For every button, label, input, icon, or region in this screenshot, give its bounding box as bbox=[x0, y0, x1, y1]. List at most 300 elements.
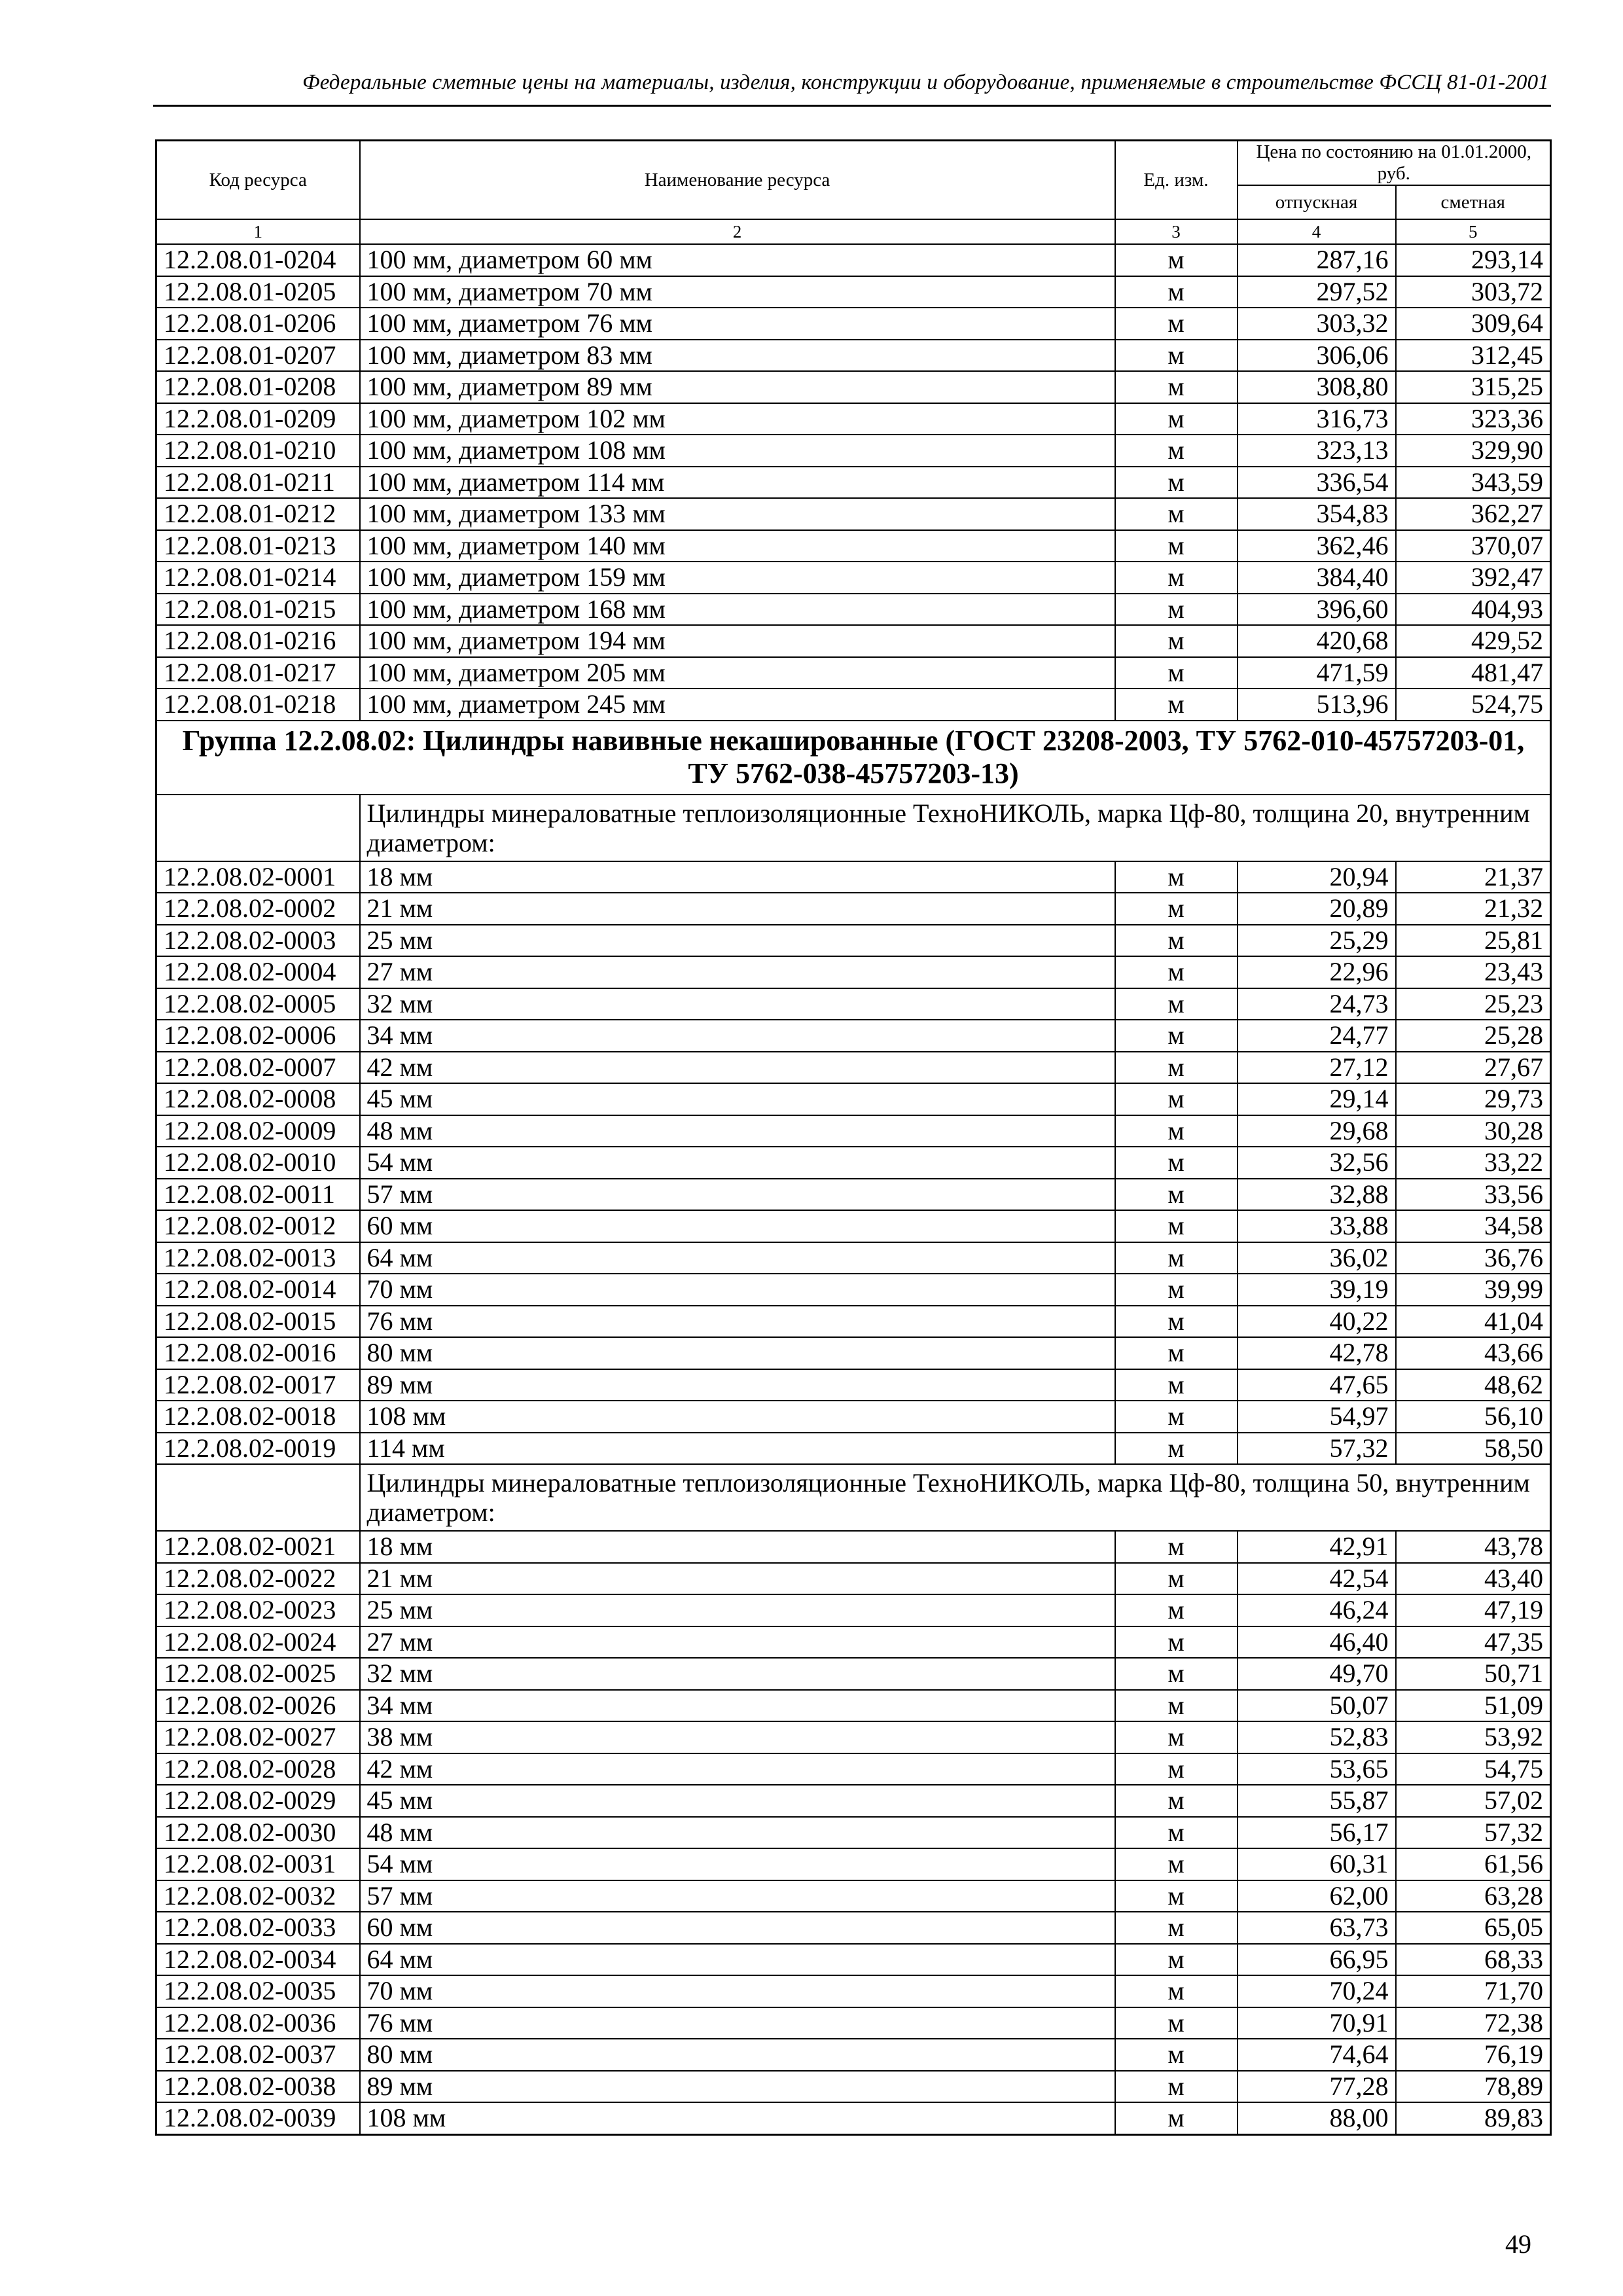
resource-name: 27 мм bbox=[360, 1626, 1115, 1659]
unit: м bbox=[1115, 1020, 1238, 1052]
release-price: 32,88 bbox=[1238, 1179, 1396, 1211]
group-heading-row bbox=[156, 721, 1551, 795]
price-table bbox=[155, 139, 1552, 2136]
resource-code: 12.2.08.02-0029 bbox=[156, 1785, 360, 1817]
estimate-price: 25,28 bbox=[1396, 1020, 1551, 1052]
unit: м bbox=[1115, 625, 1238, 657]
table-row bbox=[156, 276, 1551, 308]
table-row bbox=[156, 2071, 1551, 2103]
resource-code: 12.2.08.02-0006 bbox=[156, 1020, 360, 1052]
resource-code: 12.2.08.01-0213 bbox=[156, 530, 360, 562]
table-row bbox=[156, 1531, 1551, 1563]
estimate-price: 47,35 bbox=[1396, 1626, 1551, 1659]
estimate-price: 312,45 bbox=[1396, 340, 1551, 372]
resource-code: 12.2.08.01-0218 bbox=[156, 689, 360, 721]
resource-name: 100 мм, диаметром 76 мм bbox=[360, 308, 1115, 340]
resource-code: 12.2.08.02-0028 bbox=[156, 1753, 360, 1785]
resource-code: 12.2.08.02-0027 bbox=[156, 1721, 360, 1753]
table-row bbox=[156, 467, 1551, 499]
unit: м bbox=[1115, 1274, 1238, 1306]
resource-code: 12.2.08.01-0215 bbox=[156, 594, 360, 626]
resource-name: 89 мм bbox=[360, 2071, 1115, 2103]
resource-code: 12.2.08.01-0207 bbox=[156, 340, 360, 372]
resource-code: 12.2.08.01-0216 bbox=[156, 625, 360, 657]
unit: м bbox=[1115, 1401, 1238, 1433]
release-price: 46,40 bbox=[1238, 1626, 1396, 1659]
estimate-price: 315,25 bbox=[1396, 371, 1551, 403]
resource-name: 32 мм bbox=[360, 988, 1115, 1020]
table-row bbox=[156, 1179, 1551, 1211]
unit: м bbox=[1115, 2102, 1238, 2134]
unit: м bbox=[1115, 1433, 1238, 1465]
release-price: 62,00 bbox=[1238, 1880, 1396, 1912]
release-price: 303,32 bbox=[1238, 308, 1396, 340]
release-price: 42,54 bbox=[1238, 1563, 1396, 1595]
release-price: 29,14 bbox=[1238, 1083, 1396, 1115]
resource-code: 12.2.08.02-0036 bbox=[156, 2007, 360, 2039]
release-price: 70,91 bbox=[1238, 2007, 1396, 2039]
resource-name: 57 мм bbox=[360, 1179, 1115, 1211]
resource-code: 12.2.08.01-0205 bbox=[156, 276, 360, 308]
release-price: 40,22 bbox=[1238, 1306, 1396, 1338]
resource-code: 12.2.08.02-0033 bbox=[156, 1912, 360, 1944]
group-heading: Группа 12.2.08.02: Цилиндры навивные некашированные (ГОСТ 23208-2003, ТУ 5762-010-45757203-01, ТУ 5762-038-45757203-13) bbox=[156, 721, 1551, 795]
resource-code: 12.2.08.02-0018 bbox=[156, 1401, 360, 1433]
unit: м bbox=[1115, 861, 1238, 893]
unit: м bbox=[1115, 1594, 1238, 1626]
unit: м bbox=[1115, 1975, 1238, 2007]
release-price: 336,54 bbox=[1238, 467, 1396, 499]
estimate-price: 329,90 bbox=[1396, 435, 1551, 467]
table-row bbox=[156, 1658, 1551, 1690]
unit: м bbox=[1115, 1210, 1238, 1242]
resource-code: 12.2.08.02-0005 bbox=[156, 988, 360, 1020]
release-price: 287,16 bbox=[1238, 244, 1396, 276]
table-row bbox=[156, 1848, 1551, 1880]
release-price: 20,89 bbox=[1238, 893, 1396, 925]
resource-code: 12.2.08.02-0022 bbox=[156, 1563, 360, 1595]
release-price: 471,59 bbox=[1238, 657, 1396, 689]
resource-name: 70 мм bbox=[360, 1274, 1115, 1306]
resource-name: 57 мм bbox=[360, 1880, 1115, 1912]
unit: м bbox=[1115, 1944, 1238, 1976]
estimate-price: 43,66 bbox=[1396, 1337, 1551, 1369]
table-row bbox=[156, 1690, 1551, 1722]
table-row bbox=[156, 2007, 1551, 2039]
unit: м bbox=[1115, 1817, 1238, 1849]
release-price: 24,77 bbox=[1238, 1020, 1396, 1052]
release-price: 70,24 bbox=[1238, 1975, 1396, 2007]
release-price: 354,83 bbox=[1238, 498, 1396, 530]
subgroup-description: Цилиндры минераловатные теплоизоляционные ТехноНИКОЛЬ, марка Цф-80, толщина 50, внутренним диаметром: bbox=[360, 1464, 1551, 1531]
resource-code: 12.2.08.02-0007 bbox=[156, 1052, 360, 1084]
resource-name: 108 мм bbox=[360, 2102, 1115, 2134]
column-number: 5 bbox=[1396, 219, 1551, 244]
header-estimate-price: сметная bbox=[1396, 185, 1551, 219]
release-price: 33,88 bbox=[1238, 1210, 1396, 1242]
resource-name: 100 мм, диаметром 83 мм bbox=[360, 340, 1115, 372]
column-number: 3 bbox=[1115, 219, 1238, 244]
release-price: 46,24 bbox=[1238, 1594, 1396, 1626]
estimate-price: 50,71 bbox=[1396, 1658, 1551, 1690]
table-row bbox=[156, 1594, 1551, 1626]
release-price: 66,95 bbox=[1238, 1944, 1396, 1976]
resource-code: 12.2.08.01-0217 bbox=[156, 657, 360, 689]
resource-name: 48 мм bbox=[360, 1115, 1115, 1147]
table-row bbox=[156, 1626, 1551, 1659]
estimate-price: 30,28 bbox=[1396, 1115, 1551, 1147]
release-price: 53,65 bbox=[1238, 1753, 1396, 1785]
resource-name: 100 мм, диаметром 60 мм bbox=[360, 244, 1115, 276]
table-row bbox=[156, 1083, 1551, 1115]
table-row bbox=[156, 1210, 1551, 1242]
unit: м bbox=[1115, 1880, 1238, 1912]
resource-name: 38 мм bbox=[360, 1721, 1115, 1753]
table-row bbox=[156, 1912, 1551, 1944]
resource-name: 27 мм bbox=[360, 956, 1115, 988]
resource-name: 100 мм, диаметром 133 мм bbox=[360, 498, 1115, 530]
release-price: 74,64 bbox=[1238, 2039, 1396, 2071]
resource-code: 12.2.08.02-0015 bbox=[156, 1306, 360, 1338]
unit: м bbox=[1115, 988, 1238, 1020]
header-rule bbox=[153, 105, 1551, 107]
estimate-price: 25,81 bbox=[1396, 925, 1551, 957]
resource-name: 100 мм, диаметром 159 мм bbox=[360, 562, 1115, 594]
unit: м bbox=[1115, 308, 1238, 340]
release-price: 88,00 bbox=[1238, 2102, 1396, 2134]
page-number: 49 bbox=[1505, 2229, 1531, 2259]
resource-code: 12.2.08.02-0030 bbox=[156, 1817, 360, 1849]
table-row bbox=[156, 1242, 1551, 1274]
resource-name: 54 мм bbox=[360, 1147, 1115, 1179]
resource-name: 89 мм bbox=[360, 1369, 1115, 1401]
table-row bbox=[156, 1433, 1551, 1465]
release-price: 54,97 bbox=[1238, 1401, 1396, 1433]
unit: м bbox=[1115, 1369, 1238, 1401]
table-row bbox=[156, 956, 1551, 988]
resource-code: 12.2.08.02-0019 bbox=[156, 1433, 360, 1465]
resource-name: 34 мм bbox=[360, 1690, 1115, 1722]
unit: м bbox=[1115, 1052, 1238, 1084]
table-row bbox=[156, 594, 1551, 626]
resource-name: 108 мм bbox=[360, 1401, 1115, 1433]
subgroup-description: Цилиндры минераловатные теплоизоляционные ТехноНИКОЛЬ, марка Цф-80, толщина 20, внутренним диаметром: bbox=[360, 795, 1551, 861]
table-row bbox=[156, 925, 1551, 957]
empty-cell bbox=[156, 795, 360, 861]
resource-name: 25 мм bbox=[360, 1594, 1115, 1626]
table-row bbox=[156, 498, 1551, 530]
table-row bbox=[156, 988, 1551, 1020]
header-code: Код ресурса bbox=[156, 141, 360, 220]
unit: м bbox=[1115, 1083, 1238, 1115]
release-price: 55,87 bbox=[1238, 1785, 1396, 1817]
unit: м bbox=[1115, 1626, 1238, 1659]
resource-name: 54 мм bbox=[360, 1848, 1115, 1880]
release-price: 56,17 bbox=[1238, 1817, 1396, 1849]
estimate-price: 57,02 bbox=[1396, 1785, 1551, 1817]
resource-name: 114 мм bbox=[360, 1433, 1115, 1465]
estimate-price: 323,36 bbox=[1396, 403, 1551, 435]
resource-code: 12.2.08.02-0008 bbox=[156, 1083, 360, 1115]
table-row bbox=[156, 1020, 1551, 1052]
release-price: 49,70 bbox=[1238, 1658, 1396, 1690]
column-number: 4 bbox=[1238, 219, 1396, 244]
unit: м bbox=[1115, 530, 1238, 562]
resource-name: 100 мм, диаметром 70 мм bbox=[360, 276, 1115, 308]
resource-code: 12.2.08.01-0212 bbox=[156, 498, 360, 530]
resource-code: 12.2.08.02-0038 bbox=[156, 2071, 360, 2103]
table-row bbox=[156, 625, 1551, 657]
unit: м bbox=[1115, 467, 1238, 499]
estimate-price: 57,32 bbox=[1396, 1817, 1551, 1849]
estimate-price: 362,27 bbox=[1396, 498, 1551, 530]
resource-name: 34 мм bbox=[360, 1020, 1115, 1052]
release-price: 50,07 bbox=[1238, 1690, 1396, 1722]
resource-code: 12.2.08.02-0013 bbox=[156, 1242, 360, 1274]
column-number: 2 bbox=[360, 219, 1115, 244]
estimate-price: 23,43 bbox=[1396, 956, 1551, 988]
estimate-price: 21,32 bbox=[1396, 893, 1551, 925]
unit: м bbox=[1115, 276, 1238, 308]
release-price: 36,02 bbox=[1238, 1242, 1396, 1274]
resource-name: 18 мм bbox=[360, 1531, 1115, 1563]
unit: м bbox=[1115, 1147, 1238, 1179]
resource-code: 12.2.08.02-0012 bbox=[156, 1210, 360, 1242]
resource-code: 12.2.08.02-0011 bbox=[156, 1179, 360, 1211]
release-price: 308,80 bbox=[1238, 371, 1396, 403]
resource-name: 76 мм bbox=[360, 1306, 1115, 1338]
release-price: 32,56 bbox=[1238, 1147, 1396, 1179]
release-price: 27,12 bbox=[1238, 1052, 1396, 1084]
table-row bbox=[156, 1401, 1551, 1433]
estimate-price: 63,28 bbox=[1396, 1880, 1551, 1912]
table-row bbox=[156, 340, 1551, 372]
estimate-price: 36,76 bbox=[1396, 1242, 1551, 1274]
unit: м bbox=[1115, 1848, 1238, 1880]
estimate-price: 481,47 bbox=[1396, 657, 1551, 689]
release-price: 63,73 bbox=[1238, 1912, 1396, 1944]
release-price: 39,19 bbox=[1238, 1274, 1396, 1306]
estimate-price: 21,37 bbox=[1396, 861, 1551, 893]
resource-code: 12.2.08.02-0004 bbox=[156, 956, 360, 988]
resource-code: 12.2.08.01-0214 bbox=[156, 562, 360, 594]
estimate-price: 309,64 bbox=[1396, 308, 1551, 340]
unit: м bbox=[1115, 562, 1238, 594]
column-number: 1 bbox=[156, 219, 360, 244]
table-row bbox=[156, 1052, 1551, 1084]
table-row bbox=[156, 562, 1551, 594]
resource-name: 100 мм, диаметром 89 мм bbox=[360, 371, 1115, 403]
resource-name: 18 мм bbox=[360, 861, 1115, 893]
unit: м bbox=[1115, 1690, 1238, 1722]
resource-code: 12.2.08.02-0001 bbox=[156, 861, 360, 893]
estimate-price: 43,40 bbox=[1396, 1563, 1551, 1595]
release-price: 323,13 bbox=[1238, 435, 1396, 467]
release-price: 25,29 bbox=[1238, 925, 1396, 957]
resource-name: 25 мм bbox=[360, 925, 1115, 957]
resource-name: 42 мм bbox=[360, 1052, 1115, 1084]
resource-code: 12.2.08.02-0037 bbox=[156, 2039, 360, 2071]
release-price: 29,68 bbox=[1238, 1115, 1396, 1147]
table-row bbox=[156, 1306, 1551, 1338]
estimate-price: 370,07 bbox=[1396, 530, 1551, 562]
release-price: 20,94 bbox=[1238, 861, 1396, 893]
resource-name: 64 мм bbox=[360, 1944, 1115, 1976]
unit: м bbox=[1115, 498, 1238, 530]
unit: м bbox=[1115, 1115, 1238, 1147]
resource-code: 12.2.08.02-0032 bbox=[156, 1880, 360, 1912]
unit: м bbox=[1115, 689, 1238, 721]
table-row bbox=[156, 1369, 1551, 1401]
unit: м bbox=[1115, 435, 1238, 467]
table-row bbox=[156, 1721, 1551, 1753]
empty-cell bbox=[156, 1464, 360, 1531]
running-header: Федеральные сметные цены на материалы, изделия, конструкции и оборудование, применяемые в строительстве ФССЦ 81-01-2001 bbox=[302, 71, 1549, 94]
resource-name: 21 мм bbox=[360, 1563, 1115, 1595]
resource-code: 12.2.08.01-0211 bbox=[156, 467, 360, 499]
table-row bbox=[156, 244, 1551, 276]
table-row bbox=[156, 1274, 1551, 1306]
resource-name: 100 мм, диаметром 114 мм bbox=[360, 467, 1115, 499]
unit: м bbox=[1115, 1753, 1238, 1785]
estimate-price: 524,75 bbox=[1396, 689, 1551, 721]
resource-name: 32 мм bbox=[360, 1658, 1115, 1690]
resource-name: 100 мм, диаметром 102 мм bbox=[360, 403, 1115, 435]
unit: м bbox=[1115, 2007, 1238, 2039]
table-row bbox=[156, 1785, 1551, 1817]
resource-code: 12.2.08.01-0210 bbox=[156, 435, 360, 467]
release-price: 362,46 bbox=[1238, 530, 1396, 562]
estimate-price: 58,50 bbox=[1396, 1433, 1551, 1465]
estimate-price: 68,33 bbox=[1396, 1944, 1551, 1976]
table-row bbox=[156, 435, 1551, 467]
resource-code: 12.2.08.02-0016 bbox=[156, 1337, 360, 1369]
subgroup-row bbox=[156, 795, 1551, 861]
unit: м bbox=[1115, 1563, 1238, 1595]
estimate-price: 392,47 bbox=[1396, 562, 1551, 594]
estimate-price: 53,92 bbox=[1396, 1721, 1551, 1753]
resource-code: 12.2.08.01-0206 bbox=[156, 308, 360, 340]
release-price: 420,68 bbox=[1238, 625, 1396, 657]
resource-code: 12.2.08.02-0035 bbox=[156, 1975, 360, 2007]
table-row bbox=[156, 2102, 1551, 2134]
estimate-price: 61,56 bbox=[1396, 1848, 1551, 1880]
resource-name: 100 мм, диаметром 168 мм bbox=[360, 594, 1115, 626]
unit: м bbox=[1115, 1658, 1238, 1690]
resource-code: 12.2.08.02-0009 bbox=[156, 1115, 360, 1147]
estimate-price: 71,70 bbox=[1396, 1975, 1551, 2007]
resource-code: 12.2.08.02-0025 bbox=[156, 1658, 360, 1690]
estimate-price: 39,99 bbox=[1396, 1274, 1551, 1306]
resource-name: 80 мм bbox=[360, 2039, 1115, 2071]
unit: м bbox=[1115, 594, 1238, 626]
estimate-price: 25,23 bbox=[1396, 988, 1551, 1020]
resource-name: 100 мм, диаметром 245 мм bbox=[360, 689, 1115, 721]
release-price: 384,40 bbox=[1238, 562, 1396, 594]
unit: м bbox=[1115, 956, 1238, 988]
resource-name: 100 мм, диаметром 205 мм bbox=[360, 657, 1115, 689]
resource-name: 70 мм bbox=[360, 1975, 1115, 2007]
unit: м bbox=[1115, 2071, 1238, 2103]
unit: м bbox=[1115, 1785, 1238, 1817]
table-row bbox=[156, 1944, 1551, 1976]
estimate-price: 34,58 bbox=[1396, 1210, 1551, 1242]
resource-name: 45 мм bbox=[360, 1083, 1115, 1115]
table-row bbox=[156, 1115, 1551, 1147]
estimate-price: 29,73 bbox=[1396, 1083, 1551, 1115]
resource-name: 42 мм bbox=[360, 1753, 1115, 1785]
estimate-price: 343,59 bbox=[1396, 467, 1551, 499]
resource-code: 12.2.08.02-0031 bbox=[156, 1848, 360, 1880]
unit: м bbox=[1115, 1242, 1238, 1274]
release-price: 513,96 bbox=[1238, 689, 1396, 721]
resource-name: 100 мм, диаметром 140 мм bbox=[360, 530, 1115, 562]
release-price: 297,52 bbox=[1238, 276, 1396, 308]
estimate-price: 27,67 bbox=[1396, 1052, 1551, 1084]
unit: м bbox=[1115, 1179, 1238, 1211]
header-unit: Ед. изм. bbox=[1115, 141, 1238, 220]
release-price: 42,91 bbox=[1238, 1531, 1396, 1563]
unit: м bbox=[1115, 1306, 1238, 1338]
release-price: 77,28 bbox=[1238, 2071, 1396, 2103]
release-price: 52,83 bbox=[1238, 1721, 1396, 1753]
estimate-price: 293,14 bbox=[1396, 244, 1551, 276]
release-price: 316,73 bbox=[1238, 403, 1396, 435]
release-price: 47,65 bbox=[1238, 1369, 1396, 1401]
unit: м bbox=[1115, 1337, 1238, 1369]
unit: м bbox=[1115, 1531, 1238, 1563]
resource-code: 12.2.08.02-0039 bbox=[156, 2102, 360, 2134]
header-price-group: Цена по состоянию на 01.01.2000, руб. bbox=[1238, 141, 1551, 186]
unit: м bbox=[1115, 2039, 1238, 2071]
table-row bbox=[156, 689, 1551, 721]
estimate-price: 33,22 bbox=[1396, 1147, 1551, 1179]
subgroup-row bbox=[156, 1464, 1551, 1531]
resource-code: 12.2.08.02-0002 bbox=[156, 893, 360, 925]
resource-name: 48 мм bbox=[360, 1817, 1115, 1849]
resource-code: 12.2.08.01-0209 bbox=[156, 403, 360, 435]
release-price: 22,96 bbox=[1238, 956, 1396, 988]
estimate-price: 48,62 bbox=[1396, 1369, 1551, 1401]
resource-name: 80 мм bbox=[360, 1337, 1115, 1369]
unit: м bbox=[1115, 403, 1238, 435]
resource-name: 76 мм bbox=[360, 2007, 1115, 2039]
estimate-price: 41,04 bbox=[1396, 1306, 1551, 1338]
estimate-price: 54,75 bbox=[1396, 1753, 1551, 1785]
unit: м bbox=[1115, 893, 1238, 925]
resource-code: 12.2.08.01-0204 bbox=[156, 244, 360, 276]
table-row bbox=[156, 1880, 1551, 1912]
resource-code: 12.2.08.02-0017 bbox=[156, 1369, 360, 1401]
estimate-price: 65,05 bbox=[1396, 1912, 1551, 1944]
resource-name: 64 мм bbox=[360, 1242, 1115, 1274]
release-price: 42,78 bbox=[1238, 1337, 1396, 1369]
header-release-price: отпускная bbox=[1238, 185, 1396, 219]
table-body bbox=[156, 244, 1551, 2134]
resource-code: 12.2.08.01-0208 bbox=[156, 371, 360, 403]
table-row bbox=[156, 403, 1551, 435]
resource-code: 12.2.08.02-0034 bbox=[156, 1944, 360, 1976]
resource-name: 100 мм, диаметром 108 мм bbox=[360, 435, 1115, 467]
unit: м bbox=[1115, 1721, 1238, 1753]
unit: м bbox=[1115, 244, 1238, 276]
estimate-price: 47,19 bbox=[1396, 1594, 1551, 1626]
header-name: Наименование ресурса bbox=[360, 141, 1115, 220]
estimate-price: 33,56 bbox=[1396, 1179, 1551, 1211]
estimate-price: 404,93 bbox=[1396, 594, 1551, 626]
resource-name: 100 мм, диаметром 194 мм bbox=[360, 625, 1115, 657]
table-row bbox=[156, 893, 1551, 925]
